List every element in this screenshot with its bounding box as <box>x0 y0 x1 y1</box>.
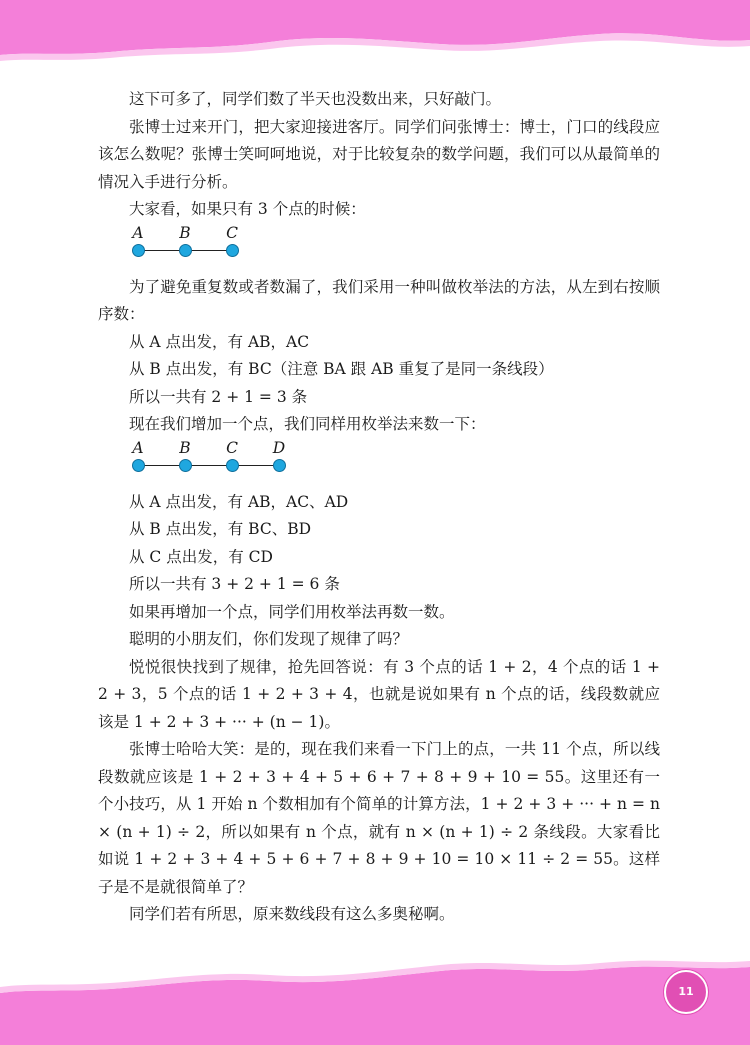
point-b <box>179 244 192 257</box>
point-c <box>226 244 239 257</box>
three-point-segment-diagram <box>98 224 660 274</box>
paragraph-5: 从 A 点出发，有 AB，AC <box>129 332 310 351</box>
point-label-c: C <box>226 438 238 457</box>
paragraph-12: 所以一共有 3 + 2 + 1 = 6 条 <box>129 575 340 593</box>
point-c <box>226 459 239 472</box>
paragraph-2: 张博士过来开门，把大家迎接进客厅。同学们问张博士：博士，门口的线段应该怎么数呢？张博士笑呵呵地说，对于比较复杂的数学问题，我们可以从最简单的情况入手进行分析。 <box>98 117 660 191</box>
top-decorative-band <box>0 0 750 80</box>
point-label-b: B <box>179 223 191 242</box>
paragraph-10: 从 B 点出发，有 BC、BD <box>129 520 312 538</box>
paragraph-13: 如果再增加一个点，同学们用枚举法再数一数。 <box>129 602 455 621</box>
point-label-d: D <box>272 438 286 457</box>
point-d <box>273 459 286 472</box>
paragraph-6: 从 B 点出发，有 BC（注意 BA 跟 AB 重复了是同一条线段） <box>129 360 554 378</box>
point-label-a: A <box>132 223 144 242</box>
paragraph-14: 聪明的小朋友们，你们发现了规律了吗？ <box>129 630 409 648</box>
paragraph-8: 现在我们增加一个点，我们同样用枚举法来数一下： <box>129 415 486 433</box>
page-body <box>98 86 660 929</box>
page-number-badge: 11 <box>664 970 708 1014</box>
paragraph-7: 所以一共有 2 + 1 = 3 条 <box>129 387 308 406</box>
point-a <box>132 244 145 257</box>
segment-line <box>138 465 279 467</box>
paragraph-11: 从 C 点出发，有 CD <box>129 547 273 566</box>
paragraph-1: 这下可多了，同学们数了半天也没数出来，只好敲门。 <box>129 90 502 108</box>
point-label-b: B <box>179 438 191 457</box>
paragraph-16: 张博士哈哈大笑：是的，现在我们来看一下门上的点，一共 11 个点，所以线段数就应该是 1 + 2 + 3 + 4 + 5 + 6 + 7 + 8 + 9 + 10 = 55。这里还有一个小技巧，从 1 开始 n 个数相加有个简单的计算方法，1 + 2 + 3 + ··· + n = n × (n + 1) ÷ 2，所以如果有 n 个点，就有 n × (n + 1) ÷ 2 条线段。大家看比如说 1 + 2 + 3 + 4 + 5 + 6 + 7 + 8 + 9 + 10 = 10 × 11 ÷ 2 = 55。这样子是不是就很简单了？ <box>98 740 660 896</box>
four-point-segment-diagram <box>98 439 660 489</box>
paragraph-3: 大家看，如果只有 3 个点的时候： <box>129 200 366 218</box>
paragraph-15: 悦悦很快找到了规律，抢先回答说：有 3 个点的话 1 + 2，4 个点的话 1 + 2 + 3，5 个点的话 1 + 2 + 3 + 4，也就是说如果有 n 个点的话，线段数就应该是 1 + 2 + 3 + ··· + (n − 1)。 <box>98 657 660 731</box>
paragraph-17: 同学们若有所思，原来数线段有这么多奥秘啊。 <box>129 905 455 923</box>
paragraph-9: 从 A 点出发，有 AB，AC、AD <box>129 492 349 511</box>
point-label-c: C <box>226 223 238 242</box>
point-b <box>179 459 192 472</box>
point-a <box>132 459 145 472</box>
point-label-a: A <box>132 438 144 457</box>
paragraph-4: 为了避免重复数或者数漏了，我们采用一种叫做枚举法的方法，从左到右按顺序数： <box>98 277 660 323</box>
bottom-decorative-band <box>0 945 750 1045</box>
